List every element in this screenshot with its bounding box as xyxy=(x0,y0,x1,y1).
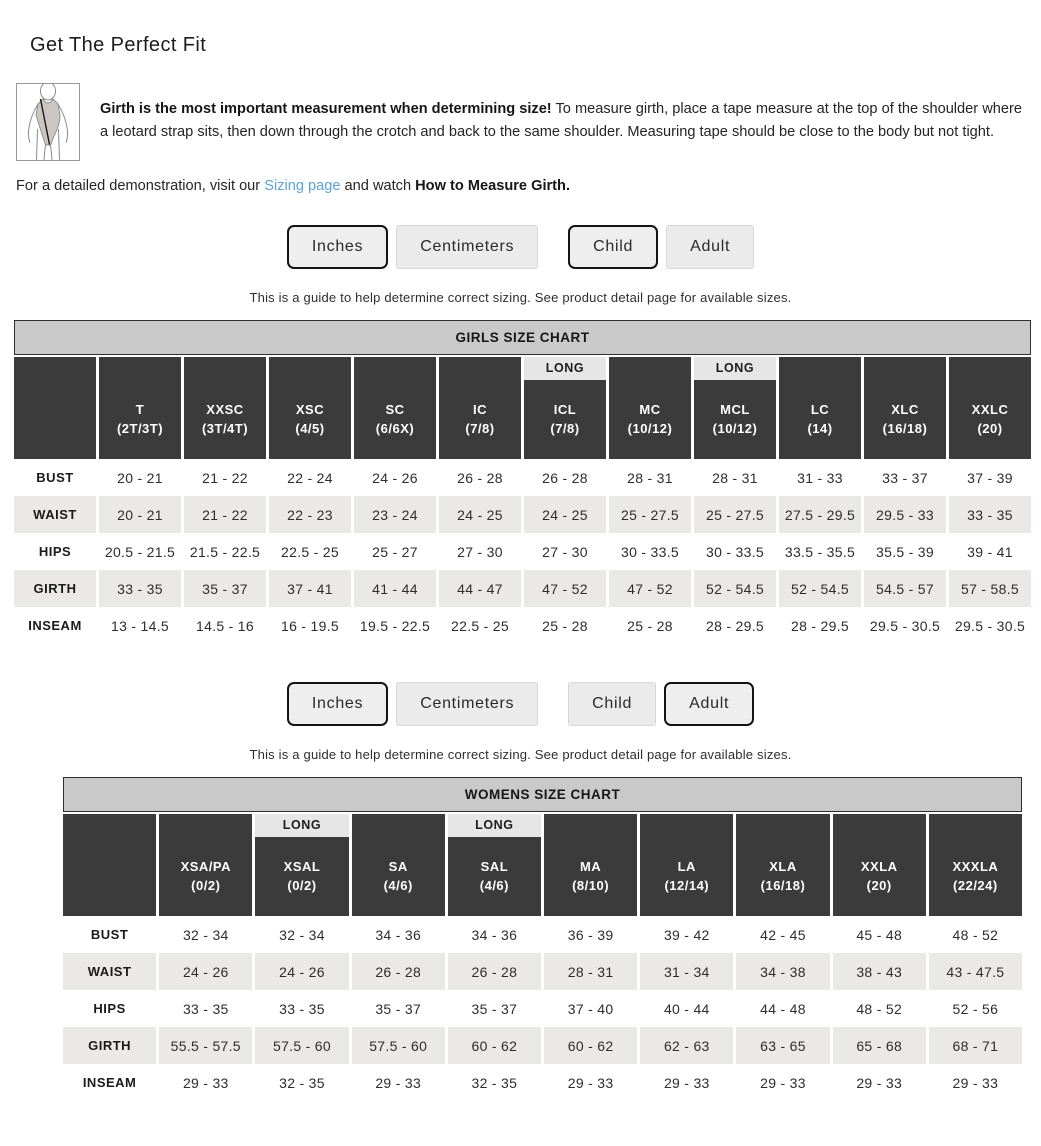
size-value-cell: 20 - 21 xyxy=(99,496,181,533)
size-value-cell: 26 - 28 xyxy=(448,953,541,990)
size-value-cell: 29.5 - 30.5 xyxy=(949,607,1031,644)
size-value-cell: 44 - 48 xyxy=(736,990,829,1027)
size-value-cell: 24 - 26 xyxy=(255,953,348,990)
size-value-cell: 52 - 54.5 xyxy=(779,570,861,607)
girls-size-chart xyxy=(14,320,1031,644)
size-value-cell: 35 - 37 xyxy=(184,570,266,607)
table-row-waist xyxy=(63,953,1022,990)
size-value-cell: 57.5 - 60 xyxy=(352,1027,445,1064)
size-value-cell: 68 - 71 xyxy=(929,1027,1022,1064)
size-value-cell: 54.5 - 57 xyxy=(864,570,946,607)
column-header-lc: LC (14) xyxy=(779,357,861,459)
size-value-cell: 24 - 25 xyxy=(439,496,521,533)
size-value-cell: 13 - 14.5 xyxy=(99,607,181,644)
table-row-bust xyxy=(14,459,1031,496)
size-value-cell: 37 - 39 xyxy=(949,459,1031,496)
size-value-cell: 35 - 37 xyxy=(448,990,541,1027)
size-value-cell: 24 - 26 xyxy=(354,459,436,496)
size-value-cell: 20.5 - 21.5 xyxy=(99,533,181,570)
size-value-cell: 52 - 54.5 xyxy=(694,570,776,607)
size-value-cell: 52 - 56 xyxy=(929,990,1022,1027)
column-header-ma: MA (8/10) xyxy=(544,814,637,916)
leotard-figure-icon xyxy=(16,83,80,161)
size-value-cell: 16 - 19.5 xyxy=(269,607,351,644)
sizing-page-link[interactable]: Sizing page xyxy=(264,178,341,194)
column-header-t: T (2T/3T) xyxy=(99,357,181,459)
size-value-cell: 26 - 28 xyxy=(439,459,521,496)
size-value-cell: 29.5 - 33 xyxy=(864,496,946,533)
girth-instructions xyxy=(100,98,1027,147)
size-value-cell: 48 - 52 xyxy=(833,990,926,1027)
row-label: BUST xyxy=(63,916,156,953)
size-value-cell: 25 - 27 xyxy=(354,533,436,570)
row-label: INSEAM xyxy=(14,607,96,644)
size-value-cell: 37 - 40 xyxy=(544,990,637,1027)
size-value-cell: 27.5 - 29.5 xyxy=(779,496,861,533)
size-value-cell: 40 - 44 xyxy=(640,990,733,1027)
size-value-cell: 33 - 35 xyxy=(255,990,348,1027)
size-value-cell: 37 - 41 xyxy=(269,570,351,607)
size-value-cell: 21.5 - 22.5 xyxy=(184,533,266,570)
size-value-cell: 29 - 33 xyxy=(833,1064,926,1101)
size-value-cell: 22 - 24 xyxy=(269,459,351,496)
column-header-xxxla: XXXLA (22/24) xyxy=(929,814,1022,916)
size-value-cell: 38 - 43 xyxy=(833,953,926,990)
centimeters-button-child-section[interactable]: Centimeters xyxy=(396,225,538,269)
girth-intro-section xyxy=(16,83,1027,161)
long-band: LONG xyxy=(524,357,606,380)
column-header-ic: IC (7/8) xyxy=(439,357,521,459)
girth-instructions-bold: Girth is the most important measurement when determining size! xyxy=(100,100,552,117)
size-value-cell: 44 - 47 xyxy=(439,570,521,607)
row-label: GIRTH xyxy=(63,1027,156,1064)
column-header-xxsc: XXSC (3T/4T) xyxy=(184,357,266,459)
size-value-cell: 33 - 37 xyxy=(864,459,946,496)
size-value-cell: 32 - 34 xyxy=(159,916,252,953)
size-value-cell: 29 - 33 xyxy=(640,1064,733,1101)
table-title: WOMENS SIZE CHART xyxy=(63,777,1022,812)
size-value-cell: 32 - 34 xyxy=(255,916,348,953)
size-value-cell: 28 - 29.5 xyxy=(694,607,776,644)
table-row-girth xyxy=(63,1027,1022,1064)
column-header-sc: SC (6/6X) xyxy=(354,357,436,459)
size-value-cell: 33.5 - 35.5 xyxy=(779,533,861,570)
size-value-cell: 19.5 - 22.5 xyxy=(354,607,436,644)
column-header-xla: XLA (16/18) xyxy=(736,814,829,916)
size-value-cell: 22.5 - 25 xyxy=(269,533,351,570)
size-value-cell: 63 - 65 xyxy=(736,1027,829,1064)
adult-chart-toggle-row xyxy=(0,682,1041,726)
size-value-cell: 31 - 34 xyxy=(640,953,733,990)
table-row-hips xyxy=(14,533,1031,570)
size-value-cell: 28 - 31 xyxy=(694,459,776,496)
demo-prefix: For a detailed demonstration, visit our xyxy=(16,178,265,194)
column-header-sa: SA (4/6) xyxy=(352,814,445,916)
row-label: HIPS xyxy=(14,533,96,570)
size-value-cell: 33 - 35 xyxy=(949,496,1031,533)
child-button-adult-section[interactable]: Child xyxy=(568,682,656,726)
size-value-cell: 48 - 52 xyxy=(929,916,1022,953)
column-header-la: LA (12/14) xyxy=(640,814,733,916)
size-value-cell: 65 - 68 xyxy=(833,1027,926,1064)
table-row-hips xyxy=(63,990,1022,1027)
size-value-cell: 30 - 33.5 xyxy=(609,533,691,570)
size-value-cell: 21 - 22 xyxy=(184,496,266,533)
size-value-cell: 28 - 31 xyxy=(609,459,691,496)
column-header-xsal: LONG XSAL (0/2) xyxy=(255,814,348,916)
corner-header-cell xyxy=(14,357,96,459)
size-value-cell: 22 - 23 xyxy=(269,496,351,533)
size-value-cell: 24 - 25 xyxy=(524,496,606,533)
size-value-cell: 39 - 41 xyxy=(949,533,1031,570)
adult-chart-note: This is a guide to help determine correct sizing. See product detail page for available sizes. xyxy=(249,747,792,762)
size-value-cell: 29 - 33 xyxy=(544,1064,637,1101)
row-label: BUST xyxy=(14,459,96,496)
size-value-cell: 27 - 30 xyxy=(439,533,521,570)
long-band: LONG xyxy=(448,814,541,837)
size-value-cell: 60 - 62 xyxy=(544,1027,637,1064)
size-value-cell: 29 - 33 xyxy=(736,1064,829,1101)
size-value-cell: 43 - 47.5 xyxy=(929,953,1022,990)
demo-middle: and watch xyxy=(340,178,416,194)
demo-line xyxy=(16,178,1041,194)
size-value-cell: 34 - 36 xyxy=(352,916,445,953)
row-label: GIRTH xyxy=(14,570,96,607)
column-header-xxla: XXLA (20) xyxy=(833,814,926,916)
child-chart-toggle-row xyxy=(0,225,1041,269)
size-value-cell: 39 - 42 xyxy=(640,916,733,953)
centimeters-button-adult-section[interactable]: Centimeters xyxy=(396,682,538,726)
size-value-cell: 25 - 28 xyxy=(524,607,606,644)
size-value-cell: 34 - 36 xyxy=(448,916,541,953)
size-value-cell: 47 - 52 xyxy=(524,570,606,607)
size-value-cell: 25 - 28 xyxy=(609,607,691,644)
corner-header-cell xyxy=(63,814,156,916)
column-header-xxlc: XXLC (20) xyxy=(949,357,1031,459)
size-value-cell: 55.5 - 57.5 xyxy=(159,1027,252,1064)
size-value-cell: 60 - 62 xyxy=(448,1027,541,1064)
size-value-cell: 35 - 37 xyxy=(352,990,445,1027)
size-value-cell: 29 - 33 xyxy=(159,1064,252,1101)
size-value-cell: 25 - 27.5 xyxy=(609,496,691,533)
row-label: HIPS xyxy=(63,990,156,1027)
size-value-cell: 36 - 39 xyxy=(544,916,637,953)
long-band: LONG xyxy=(255,814,348,837)
column-header-xsc: XSC (4/5) xyxy=(269,357,351,459)
row-label: WAIST xyxy=(63,953,156,990)
size-value-cell: 22.5 - 25 xyxy=(439,607,521,644)
column-header-icl: LONG ICL (7/8) xyxy=(524,357,606,459)
size-value-cell: 29 - 33 xyxy=(929,1064,1022,1101)
table-row-bust xyxy=(63,916,1022,953)
size-value-cell: 26 - 28 xyxy=(524,459,606,496)
size-value-cell: 57.5 - 60 xyxy=(255,1027,348,1064)
table-row-girth xyxy=(14,570,1031,607)
size-value-cell: 23 - 24 xyxy=(354,496,436,533)
table-row-inseam xyxy=(14,607,1031,644)
column-header-xlc: XLC (16/18) xyxy=(864,357,946,459)
girth-instructions-rest: To measure girth, place a tape measure at the top of the shoulder where a leotard strap sits, then down through the crotch and back to the same shoulder. Measuring tape should be close to the body but not tight. xyxy=(100,100,1022,140)
size-value-cell: 20 - 21 xyxy=(99,459,181,496)
child-chart-note: This is a guide to help determine correct sizing. See product detail page for available sizes. xyxy=(249,290,792,305)
adult-button-adult-section[interactable]: Adult xyxy=(664,682,754,726)
size-value-cell: 27 - 30 xyxy=(524,533,606,570)
inches-button-child-section[interactable]: Inches xyxy=(287,225,388,269)
size-value-cell: 45 - 48 xyxy=(833,916,926,953)
column-header-sal: LONG SAL (4/6) xyxy=(448,814,541,916)
size-value-cell: 33 - 35 xyxy=(159,990,252,1027)
size-value-cell: 47 - 52 xyxy=(609,570,691,607)
size-value-cell: 31 - 33 xyxy=(779,459,861,496)
size-value-cell: 57 - 58.5 xyxy=(949,570,1031,607)
column-header-mc: MC (10/12) xyxy=(609,357,691,459)
size-value-cell: 25 - 27.5 xyxy=(694,496,776,533)
column-header-xsa-pa: XSA/PA (0/2) xyxy=(159,814,252,916)
size-value-cell: 33 - 35 xyxy=(99,570,181,607)
size-value-cell: 32 - 35 xyxy=(255,1064,348,1101)
inches-button-adult-section[interactable]: Inches xyxy=(287,682,388,726)
size-value-cell: 62 - 63 xyxy=(640,1027,733,1064)
column-header-mcl: LONG MCL (10/12) xyxy=(694,357,776,459)
size-value-cell: 26 - 28 xyxy=(352,953,445,990)
size-value-cell: 34 - 38 xyxy=(736,953,829,990)
size-value-cell: 24 - 26 xyxy=(159,953,252,990)
adult-button-child-section[interactable]: Adult xyxy=(666,225,754,269)
table-row-inseam xyxy=(63,1064,1022,1101)
demo-video-title: How to Measure Girth. xyxy=(415,178,571,194)
size-value-cell: 32 - 35 xyxy=(448,1064,541,1101)
child-button-child-section[interactable]: Child xyxy=(568,225,658,269)
size-value-cell: 14.5 - 16 xyxy=(184,607,266,644)
long-band: LONG xyxy=(694,357,776,380)
row-label: WAIST xyxy=(14,496,96,533)
size-value-cell: 41 - 44 xyxy=(354,570,436,607)
size-value-cell: 29 - 33 xyxy=(352,1064,445,1101)
page-title: Get The Perfect Fit xyxy=(30,34,207,56)
size-value-cell: 30 - 33.5 xyxy=(694,533,776,570)
size-value-cell: 35.5 - 39 xyxy=(864,533,946,570)
womens-size-chart xyxy=(63,777,1022,1101)
size-value-cell: 28 - 29.5 xyxy=(779,607,861,644)
size-value-cell: 29.5 - 30.5 xyxy=(864,607,946,644)
table-title: GIRLS SIZE CHART xyxy=(14,320,1031,355)
size-value-cell: 21 - 22 xyxy=(184,459,266,496)
table-row-waist xyxy=(14,496,1031,533)
size-value-cell: 42 - 45 xyxy=(736,916,829,953)
row-label: INSEAM xyxy=(63,1064,156,1101)
size-value-cell: 28 - 31 xyxy=(544,953,637,990)
